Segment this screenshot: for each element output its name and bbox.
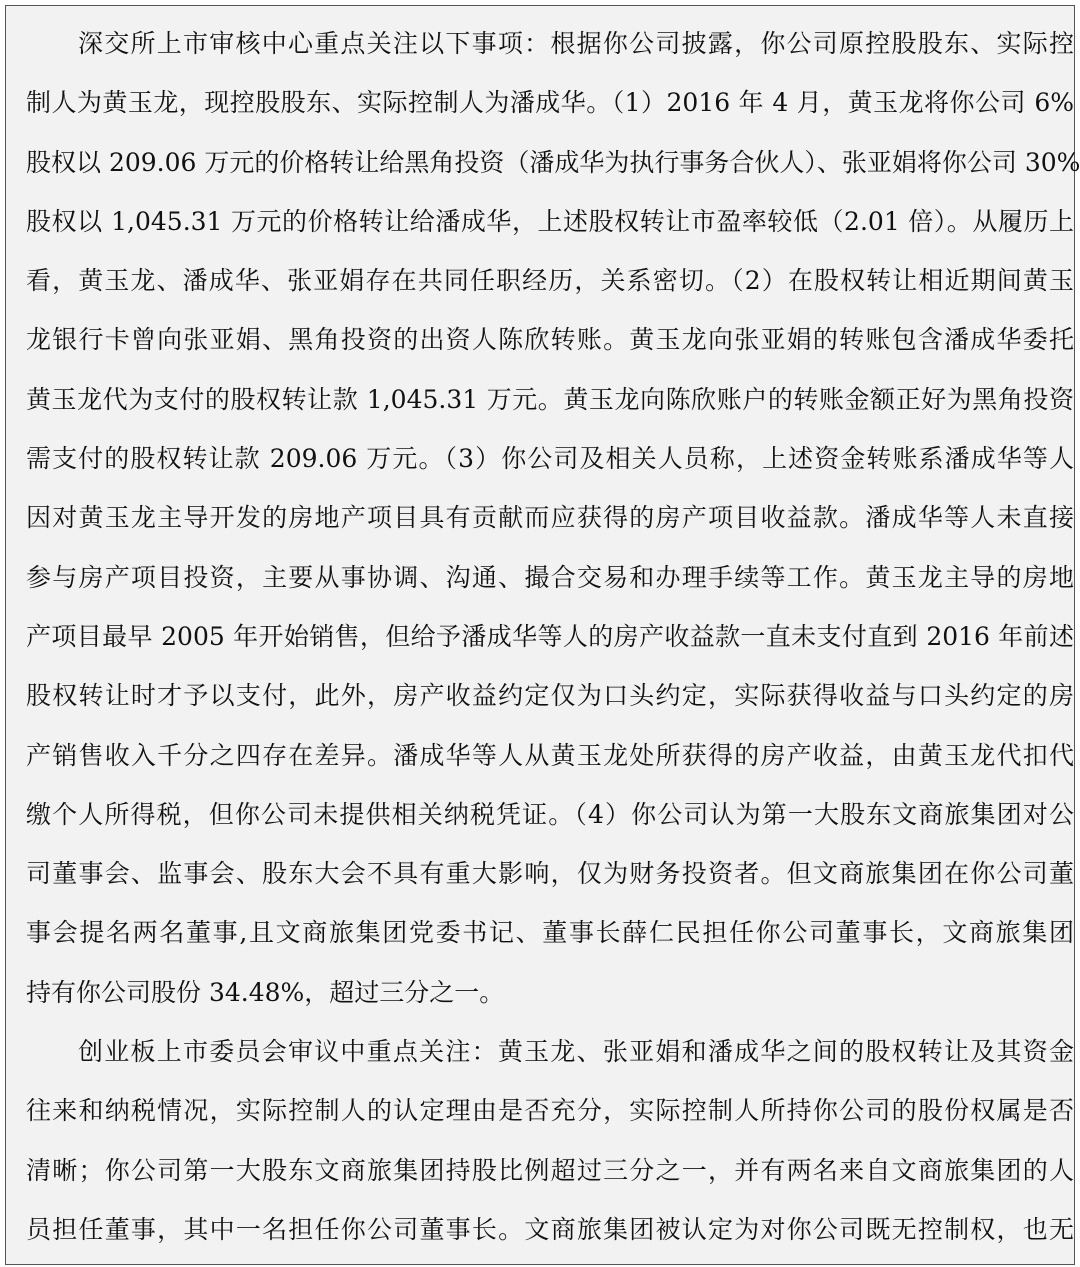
text-line: 事会提名两名董事,且文商旅集团党委书记、董事长薛仁民担任你公司董事长，文商旅集团 — [26, 918, 1074, 948]
text-line: 员担任董事，其中一名担任你公司董事长。文商旅集团被认定为对你公司既无控制权，也无 — [26, 1214, 1074, 1244]
text-line: 股权以 209.06 万元的价格转让给黑角投资（潘成华为执行事务合伙人）、张亚娟将你公司 30% — [26, 147, 1080, 177]
paragraph — [26, 1030, 1074, 1267]
text-line: 股权转让时才予以支付，此外，房产收益约定仅为口头约定，实际获得收益与口头约定的房 — [26, 681, 1074, 711]
text-line: 需支付的股权转让款 209.06 万元。（3）你公司及相关人员称，上述资金转账系潘成华等人 — [26, 444, 1074, 474]
text-line: 龙银行卡曾向张亚娟、黑角投资的出资人陈欣转账。黄玉龙向张亚娟的转账包含潘成华委托 — [26, 325, 1074, 355]
text-line: 制人为黄玉龙，现控股股东、实际控制人为潘成华。（1）2016 年 4 月，黄玉龙将你公司 6% — [26, 88, 1074, 118]
text-line: 看，黄玉龙、潘成华、张亚娟存在共同任职经历，关系密切。（2）在股权转让相近期间黄玉 — [26, 266, 1074, 296]
text-line: 持有你公司股份 34.48%，超过三分之一。 — [26, 977, 505, 1007]
text-line: 黄玉龙代为支付的股权转让款 1,045.31 万元。黄玉龙向陈欣账户的转账金额正好为黑角投资 — [26, 384, 1074, 414]
document-body — [26, 22, 1080, 1267]
text-line: 参与房产项目投资，主要从事协调、沟通、撮合交易和办理手续等工作。黄玉龙主导的房地 — [26, 562, 1074, 592]
text-line: 深交所上市审核中心重点关注以下事项：根据你公司披露，你公司原控股股东、实际控 — [78, 29, 1074, 58]
text-line: 股权以 1,045.31 万元的价格转让给潘成华，上述股权转让市盈率较低（2.01 倍）。从履历上 — [26, 206, 1074, 236]
text-line: 清晰；你公司第一大股东文商旅集团持股比例超过三分之一，并有两名来自文商旅集团的人 — [26, 1155, 1074, 1185]
text-line: 产项目最早 2005 年开始销售，但给予潘成华等人的房产收益款一直未支付直到 2016 年前述 — [26, 621, 1074, 651]
text-line: 往来和纳税情况，实际控制人的认定理由是否充分，实际控制人所持你公司的股份权属是否 — [26, 1096, 1074, 1126]
text-line: 创业板上市委员会审议中重点关注：黄玉龙、张亚娟和潘成华之间的股权转让及其资金 — [78, 1037, 1074, 1067]
document-page — [5, 5, 1080, 1265]
text-line: 因对黄玉龙主导开发的房地产项目具有贡献而应获得的房产项目收益款。潘成华等人未直接 — [26, 503, 1074, 533]
paragraph — [26, 22, 1080, 1030]
text-line: 缴个人所得税，但你公司未提供相关纳税凭证。（4）你公司认为第一大股东文商旅集团对公 — [26, 799, 1074, 829]
text-line: 产销售收入千分之四存在差异。潘成华等人从黄玉龙处所获得的房产收益，由黄玉龙代扣代 — [26, 740, 1074, 770]
text-line: 司董事会、监事会、股东大会不具有重大影响，仅为财务投资者。但文商旅集团在你公司董 — [26, 859, 1074, 889]
